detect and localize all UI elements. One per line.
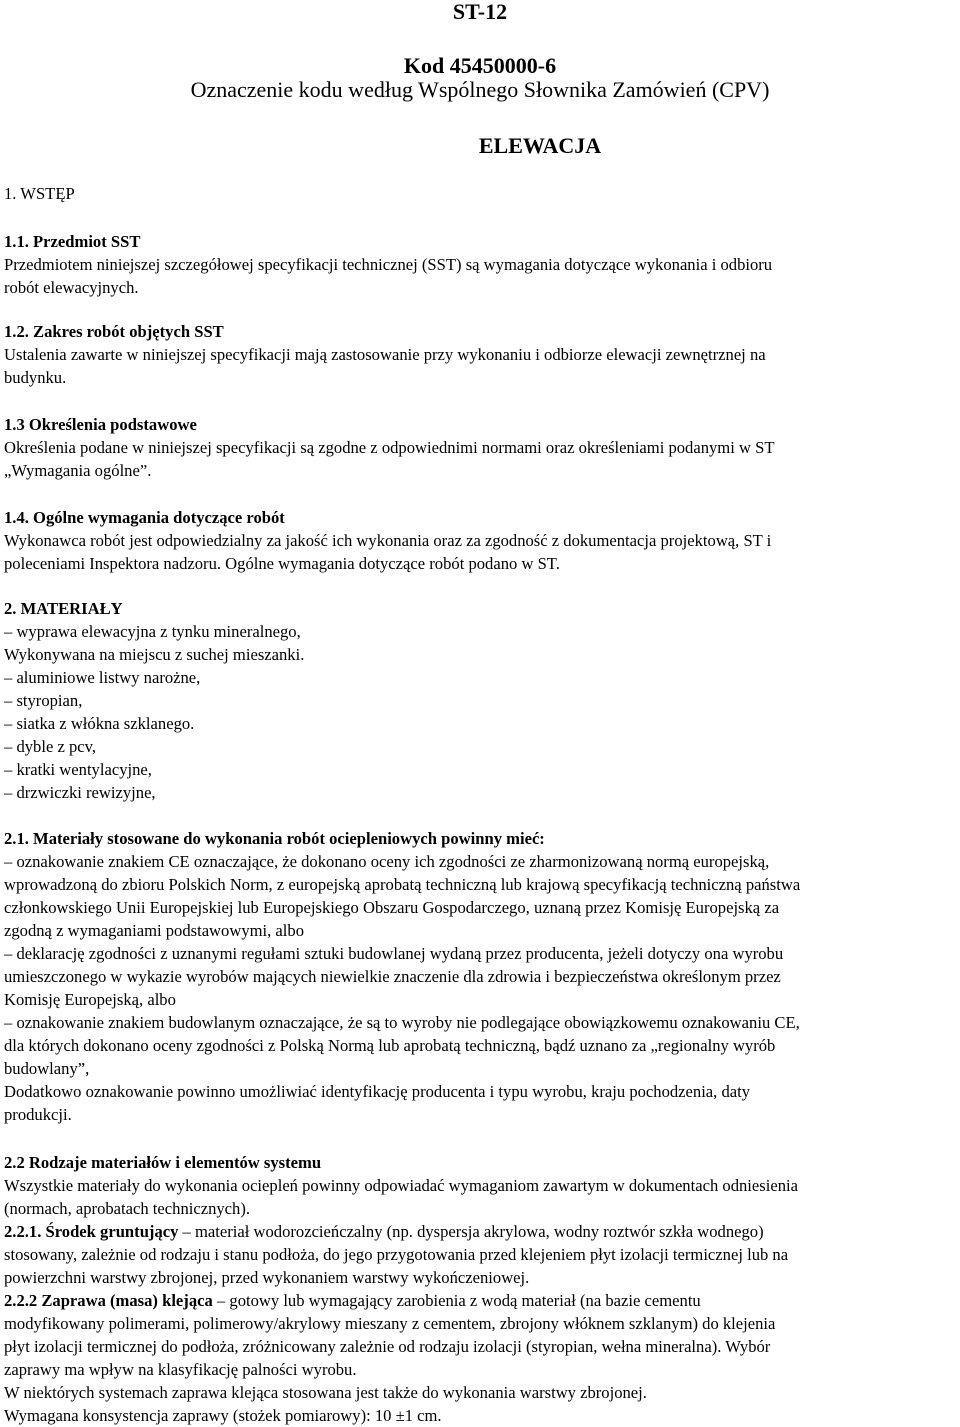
section-2-1-line: wprowadzoną do zbioru Polskich Norm, z europejską aprobatą techniczną lub krajową specyfikacją techniczną państwa [4,875,801,894]
materials-heading: 2. MATERIAŁY [4,599,123,618]
materials-item: – wyprawa elewacyjna z tynku mineralnego, [4,622,301,641]
section-1-3 [4,413,956,482]
section-2-2-1-title: 2.2.1. Środek gruntujący [4,1222,179,1241]
section-1-1-title: 1.1. Przedmiot SST [4,232,141,251]
materials-item: – drzwiczki rewizyjne, [4,783,156,802]
section-2-1-line: – oznakowanie znakiem budowlanym oznaczające, że są to wyroby nie podlegające obowiązkowemu oznakowaniu CE, [4,1013,800,1032]
cpv-description: Oznaczenie kodu według Wspólnego Słownika Zamówień (CPV) [190,77,770,102]
section-2-1-line: – oznakowanie znakiem CE oznaczające, że dokonano oceny ich zgodności ze zharmonizowaną normą europejską, [4,852,770,871]
materials-item: – dyble z pcv, [4,737,97,756]
section-2-2-line: (normach, aprobatach technicznych). [4,1199,251,1218]
section-2-1-line: umieszczonego w wykazie wyrobów mających niewielkie znaczenie dla zdrowia i bezpieczeństwa określonym przez [4,967,781,986]
materials-item: Wykonywana na miejscu z suchej mieszanki. [4,645,305,664]
section-2-1-line: budowlany”, [4,1059,90,1078]
section-2-2-line: Wymagana konsystencja zaprawy (stożek pomiarowy): 10 ±1 cm. [4,1406,442,1425]
section-2-2-2-title: 2.2.2 Zaprawa (masa) klejąca [4,1291,213,1310]
section-2-2-2-line-1 [4,1289,956,1312]
section-2-2-2-line-3: płyt izolacji termicznej do podłoża, zróżnicowany zależnie od rodzaju izolacji (styropian, wełna mineralna). Wybór [4,1337,771,1356]
section-1-1-line-2: robót elewacyjnych. [4,278,139,297]
section-2-1-line: Komisję Europejską, albo [4,990,176,1009]
section-1-1-line-1: Przedmiotem niniejszej szczegółowej specyfikacji technicznej (SST) są wymagania dotyczące wykonania i odbioru [4,255,773,274]
section-2-1-line: dla których dokonano oceny zgodności z Polską Normą lub aprobatą techniczną, bądź uznano za „regionalny wyrób [4,1036,776,1055]
section-2-2-1-line-1 [4,1220,956,1243]
section-1-2-line-1: Ustalenia zawarte w niniejszej specyfikacji mają zastosowanie przy wykonaniu i odbiorze elewacji zewnętrznej na [4,345,766,364]
cpv-code: Kod 45450000-6 [403,53,557,78]
section-1-2 [4,320,956,389]
section-2-2-2-line-2: modyfikowany polimerami, polimerowy/akrylowy mieszany z cementem, zbrojony włóknem szklanym) do klejenia [4,1314,776,1333]
document-code: ST-12 [452,0,508,24]
section-1-2-line-2: budynku. [4,368,67,387]
materials-item: – siatka z włókna szklanego. [4,714,195,733]
section-1-4-title: 1.4. Ogólne wymagania dotyczące robót [4,508,285,527]
section-1-3-line-1: Określenia podane w niniejszej specyfikacji są zgodne z odpowiednimi normami oraz określeniami podanymi w ST [4,438,775,457]
section-2-1-title: 2.1. Materiały stosowane do wykonania robót ociepleniowych powinny mieć: [4,829,545,848]
section-2-2-line: W niektórych systemach zaprawa klejąca stosowana jest także do wykonania warstwy zbrojonej. [4,1383,647,1402]
materials-item: – styropian, [4,691,83,710]
section-2-1-line: – deklarację zgodności z uznanymi regułami sztuki budowlanej wydaną przez producenta, jeżeli dotyczy ona wyrobu [4,944,784,963]
section-2-2-1-line-3: powierzchni warstwy zbrojonej, przed wykonaniem warstwy wykończeniowej. [4,1268,530,1287]
section-title: ELEWACJA [478,133,602,158]
section-1-2-title: 1.2. Zakres robót objętych SST [4,322,224,341]
section-2-2-title: 2.2 Rodzaje materiałów i elementów systemu [4,1153,322,1172]
section-1-4-line-1: Wykonawca robót jest odpowiedzialny za jakość ich wykonania oraz za zgodność z dokumentacja projektową, ST i [4,531,772,550]
intro-heading [4,182,956,205]
section-2-1 [4,827,956,1126]
section-2-2-1-text: – materiał wodorozcieńczalny (np. dyspersja akrylowa, wodny roztwór szkła wodnego) [178,1222,764,1241]
section-1-3-line-2: „Wymagania ogólne”. [4,461,152,480]
section-2-1-line: zgodną z wymaganiami podstawowymi, albo [4,921,305,940]
section-2-1-line: produkcji. [4,1105,72,1124]
section-2-2-line: Wszystkie materiały do wykonania ociepleń powinny odpowiadać wymaganiom zawartym w dokumentach odniesienia [4,1176,798,1195]
section-1-1 [4,230,956,299]
heading-wstep: 1. WSTĘP [4,184,75,203]
section-2-2-2-text: – gotowy lub wymagający zarobienia z wodą materiał (na bazie cementu [212,1291,701,1310]
materials-section [4,597,956,804]
section-2-1-line: członkowskiego Unii Europejskiej lub Europejskiego Obszaru Gospodarczego, uznaną przez Komisję Europejską za [4,898,780,917]
section-2-2-1-line-2: stosowany, zależnie od rodzaju i stanu podłoża, do jego przygotowania przed klejeniem płyt izolacji termicznej lub na [4,1245,789,1264]
section-2-2-2-line-4: zaprawy ma wpływ na klasyfikację palności wyrobu. [4,1360,357,1379]
materials-item: – kratki wentylacyjne, [4,760,152,779]
section-2-1-line: Dodatkowo oznakowanie powinno umożliwiać identyfikację producenta i typu wyrobu, kraju pochodzenia, daty [4,1082,751,1101]
section-1-4-line-2: poleceniami Inspektora nadzoru. Ogólne wymagania dotyczące robót podano w ST. [4,554,560,573]
materials-item: – aluminiowe listwy narożne, [4,668,201,687]
section-2-2 [4,1151,956,1427]
section-1-3-title: 1.3 Określenia podstawowe [4,415,197,434]
section-1-4 [4,506,956,575]
